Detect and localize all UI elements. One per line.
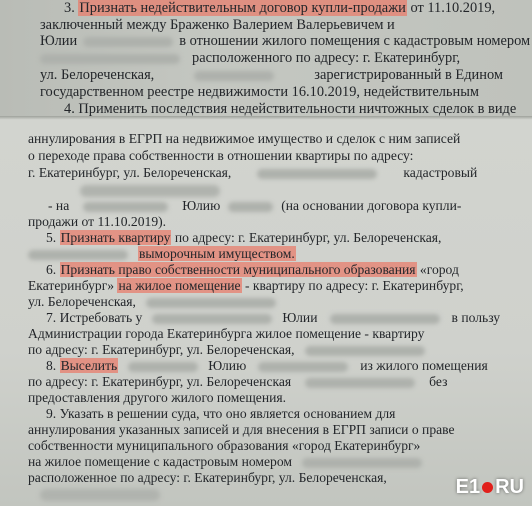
text-line: предоставления другого жилого помещения. — [28, 390, 287, 405]
text-line: ул. Белореченская, зарегистрированный в Едином — [40, 67, 503, 83]
text-line: ул. Белореченская, — [28, 294, 276, 310]
item-9-line: 9. Указать в решении суда, что оно является основанием для — [46, 406, 396, 421]
text-line: расположенное по адресу: г. Екатеринбург, ул. Белореченская, — [28, 470, 387, 485]
text-line: Администрации города Екатеринбурга жилое помещение - квартиру — [28, 326, 425, 341]
highlight-recognize-apartment: Признать квартиру — [60, 230, 171, 245]
redacted-block — [80, 185, 220, 197]
text-line: на жилое помещение с кадастровым номером — [28, 454, 422, 470]
redacted-block — [40, 489, 160, 501]
text-line — [28, 246, 296, 262]
text-line: г. Екатеринбург, ул. Белореченская, кадастровый — [28, 165, 478, 180]
text-line: расположенного по адресу: г. Екатеринбург, — [40, 50, 460, 66]
text-line: продажи от 11.10.2019). — [28, 214, 167, 229]
e1-logo: E 1 RU — [455, 475, 524, 498]
highlight-residential-premises: на жилое помещение — [118, 278, 241, 293]
item-4-line: 4. Применить последствия недействительности ничтожных сделок в виде — [64, 101, 517, 117]
highlight-escheat-property: выморочным имуществом. — [139, 246, 295, 261]
text-line: аннулирования указанных записей и для внесения в ЕГРП записи о праве — [28, 422, 455, 437]
text-line: - на Юлию (на основании договора купли- — [48, 198, 462, 213]
item-5-line: 5. Признать квартиру по адресу: г. Екатеринбург, ул. Белореченская, — [46, 230, 442, 245]
item-7-line: 7. Истребовать у Юлии в пользу — [46, 310, 501, 325]
highlight-evict: Выселить — [60, 358, 118, 373]
item-6-line: 6. Признать право собственности муниципального образования «город — [46, 262, 459, 277]
text-line: по адресу: г. Екатеринбург, ул. Белореченская без — [28, 374, 448, 389]
text-line: о переходе права собственности в отношении квартиры по адресу: — [28, 148, 414, 163]
text-line: заключенный между Браженко Валерием Валерьевичем и — [40, 17, 395, 33]
highlight-recognize-ownership: Признать право собственности муниципального образования — [60, 262, 416, 277]
text-line: Юлии в отношении жилого помещения с кадастровым номером — [40, 33, 531, 49]
item-3-line: 3. Признать недействительным договор купли-продажи от 11.10.2019, — [64, 0, 496, 16]
logo-dot-icon — [482, 482, 493, 493]
text-line: по адресу: г. Екатеринбург, ул. Белореченская, — [28, 342, 425, 358]
text-line: Екатеринбург» на жилое помещение - квартиру по адресу: г. Екатеринбург, — [28, 278, 464, 293]
text-line: собственности муниципального образования «город Екатеринбург» — [28, 438, 421, 453]
text-line: аннулирования в ЕГРП на недвижимое имущество и сделок с ним записей — [28, 131, 461, 146]
item-8-line: 8. Выселить Юлию из жилого помещения — [46, 358, 488, 373]
text-line: государственном реестре недвижимости 16.10.2019, недействительным — [40, 84, 479, 100]
highlight-invalidate-contract: Признать недействительным договор купли-продажи — [79, 0, 406, 16]
